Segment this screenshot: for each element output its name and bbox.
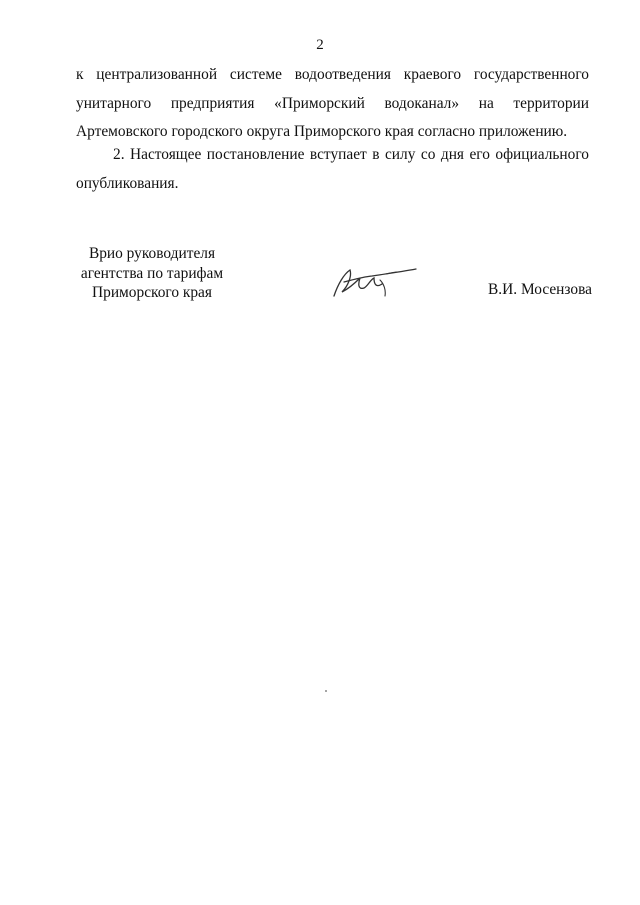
signer-title-line-1: Врио руководителя bbox=[88, 245, 216, 262]
paragraph-1-line-2: унитарного предприятия «Приморский водоканал» на территории bbox=[76, 94, 589, 112]
signature-block bbox=[0, 244, 640, 314]
signer-name: В.И. Мосензова bbox=[488, 281, 592, 298]
page-number: 2 bbox=[316, 37, 324, 53]
paragraph-1-line-3: Артемовского городского округа Приморского края согласно приложению. bbox=[76, 123, 568, 140]
paragraph-2-line-1: 2. Настоящее постановление вступает в силу со дня его официального bbox=[113, 146, 589, 163]
signer-title-line-2: агентства по тарифам bbox=[80, 264, 224, 282]
signer-title-line-3: Приморского края bbox=[92, 284, 212, 301]
signer-title bbox=[70, 244, 234, 303]
paragraph-1-line-1: к централизованной системе водоотведения краевого государственного bbox=[76, 66, 589, 83]
scan-speck bbox=[325, 690, 327, 692]
paragraph-2 bbox=[76, 141, 589, 198]
paragraph-2-line-2: опубликования. bbox=[76, 174, 179, 192]
paragraph-1 bbox=[76, 61, 589, 147]
handwritten-signature bbox=[330, 262, 420, 302]
